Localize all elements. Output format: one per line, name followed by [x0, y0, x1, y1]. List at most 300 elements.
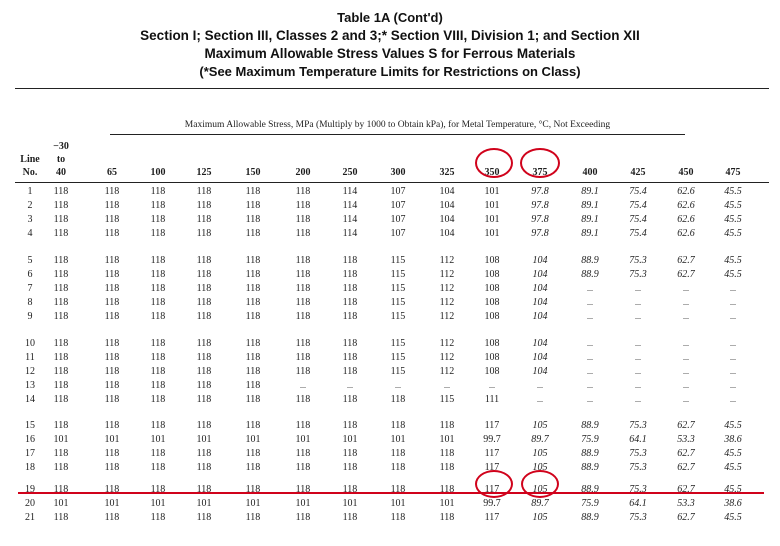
table-cell: ... [730, 284, 736, 293]
table-cell: 45.5 [724, 484, 742, 495]
table-cell: 118 [53, 484, 69, 495]
table-cell: 118 [295, 366, 311, 377]
table-cell: 62.7 [677, 269, 695, 280]
table-cell: 118 [53, 186, 69, 197]
table-cell: 118 [104, 283, 120, 294]
table-cell: 118 [245, 200, 261, 211]
table-cell: 118 [104, 186, 120, 197]
table-cell: 117 [484, 420, 500, 431]
table-cell: 118 [390, 512, 406, 523]
table-cell: 118 [390, 484, 406, 495]
table-cell: 107 [390, 228, 406, 239]
table-cell: 104 [532, 269, 548, 280]
table-cell: 108 [484, 297, 500, 308]
table-cell: 118 [295, 420, 311, 431]
table-cell: 118 [53, 420, 69, 431]
stress-span-header: Maximum Allowable Stress, MPa (Multiply by 1000 to Obtain kPa), for Metal Temperature, °C, Not Exceeding [110, 120, 685, 135]
table-cell: 118 [150, 366, 166, 377]
table-cell: 118 [342, 448, 358, 459]
table-cell: 115 [390, 255, 406, 266]
table-cell: 118 [439, 462, 455, 473]
row-line-number: 8 [27, 297, 33, 308]
table-cell: 64.1 [629, 434, 647, 445]
table-cell: 108 [484, 283, 500, 294]
table-cell: 118 [150, 228, 166, 239]
table-cell: 101 [245, 434, 261, 445]
table-cell: 118 [53, 311, 69, 322]
table-cell: 118 [150, 200, 166, 211]
table-cell: 75.9 [581, 498, 599, 509]
table-cell: 118 [245, 269, 261, 280]
table-cell: 112 [439, 255, 455, 266]
table-cell: 101 [439, 498, 455, 509]
table-cell: 107 [390, 186, 406, 197]
table-cell: 105 [532, 512, 548, 523]
table-cell: 114 [342, 200, 358, 211]
table-cell: 99.7 [483, 434, 501, 445]
table-cell: 89.1 [581, 228, 599, 239]
table-cell: 62.7 [677, 448, 695, 459]
header-first-col-low: −30 [53, 141, 69, 152]
table-cell: 104 [532, 311, 548, 322]
table-cell: 118 [342, 394, 358, 405]
row-line-number: 5 [27, 255, 33, 266]
table-cell: 104 [532, 297, 548, 308]
row-line-number: 7 [27, 283, 33, 294]
table-cell: 118 [196, 352, 212, 363]
table-cell: 118 [150, 420, 166, 431]
header-temp-150: 150 [245, 167, 261, 178]
table-cell: 101 [104, 498, 120, 509]
table-cell: 118 [439, 448, 455, 459]
table-cell: 45.5 [724, 186, 742, 197]
table-cell: 118 [295, 186, 311, 197]
table-cell: ... [635, 284, 641, 293]
table-cell: ... [587, 353, 593, 362]
table-cell: 89.1 [581, 200, 599, 211]
table-cell: 89.1 [581, 214, 599, 225]
table-cell: 104 [439, 228, 455, 239]
table-cell: 45.5 [724, 200, 742, 211]
table-cell: 97.8 [531, 186, 549, 197]
table-cell: 118 [245, 512, 261, 523]
table-cell: 118 [53, 228, 69, 239]
table-cell: 45.5 [724, 462, 742, 473]
table-cell: 101 [484, 186, 500, 197]
table-cell: 118 [342, 283, 358, 294]
table-cell: 118 [196, 214, 212, 225]
table-cell: 118 [390, 420, 406, 431]
table-cell: 101 [342, 498, 358, 509]
table-cell: 118 [53, 255, 69, 266]
table-cell: 118 [196, 255, 212, 266]
table-cell: ... [587, 298, 593, 307]
circle-375-header [520, 148, 560, 178]
table-cell: 118 [53, 338, 69, 349]
table-cell: 118 [342, 338, 358, 349]
table-cell: 118 [150, 352, 166, 363]
table-cell: 108 [484, 366, 500, 377]
table-cell: 101 [104, 434, 120, 445]
table-cell: 114 [342, 186, 358, 197]
header-temp-450: 450 [678, 167, 694, 178]
table-cell: 107 [390, 214, 406, 225]
table-cell: 118 [245, 420, 261, 431]
table-cell: ... [587, 381, 593, 390]
row-line-number: 2 [27, 200, 33, 211]
row-line-number: 19 [25, 484, 35, 495]
table-cell: 64.1 [629, 498, 647, 509]
table-cell: 62.7 [677, 462, 695, 473]
table-cell: ... [730, 353, 736, 362]
table-cell: 118 [196, 420, 212, 431]
table-cell: 118 [196, 380, 212, 391]
table-cell: 118 [104, 484, 120, 495]
row-line-number: 11 [25, 352, 35, 363]
table-cell: 118 [245, 297, 261, 308]
header-temp-200: 200 [295, 167, 311, 178]
table-cell: ... [635, 312, 641, 321]
table-cell: 118 [53, 200, 69, 211]
table-cell: 104 [439, 186, 455, 197]
table-cell: 75.4 [629, 186, 647, 197]
header-temp-125: 125 [196, 167, 212, 178]
table-cell: 101 [390, 498, 406, 509]
row-line-number: 14 [25, 394, 35, 405]
table-cell: 118 [150, 214, 166, 225]
table-cell: 118 [53, 366, 69, 377]
table-cell: 118 [342, 484, 358, 495]
table-cell: 101 [484, 214, 500, 225]
table-cell: 108 [484, 338, 500, 349]
table-cell: 118 [295, 297, 311, 308]
table-cell: 118 [245, 214, 261, 225]
table-cell: 118 [53, 283, 69, 294]
table-cell: 114 [342, 228, 358, 239]
row-line-number: 1 [27, 186, 33, 197]
table-cell: 118 [439, 420, 455, 431]
header-line-label: Line [20, 154, 40, 165]
table-cell: 101 [295, 498, 311, 509]
table-cell: 118 [104, 200, 120, 211]
table-cell: 118 [196, 366, 212, 377]
table-cell: 118 [245, 338, 261, 349]
table-cell: ... [683, 395, 689, 404]
table-cell: 118 [53, 380, 69, 391]
table-cell: ... [730, 339, 736, 348]
table-cell: 118 [150, 297, 166, 308]
table-cell: 101 [196, 498, 212, 509]
table-cell: 118 [196, 186, 212, 197]
table-cell: 118 [53, 214, 69, 225]
table-cell: ... [347, 381, 353, 390]
table-cell: 101 [342, 434, 358, 445]
table-cell: 115 [390, 352, 406, 363]
table-cell: 112 [439, 283, 455, 294]
table-cell: 115 [390, 269, 406, 280]
header-temp-350: 350 [484, 167, 500, 178]
table-cell: 75.4 [629, 200, 647, 211]
table-cell: ... [730, 298, 736, 307]
table-cell: 62.7 [677, 420, 695, 431]
table-cell: 104 [532, 255, 548, 266]
table-cell: 117 [484, 484, 500, 495]
table-cell: 45.5 [724, 269, 742, 280]
table-cell: 118 [390, 448, 406, 459]
table-cell: 104 [532, 366, 548, 377]
table-cell: 62.7 [677, 512, 695, 523]
table-cell: 118 [245, 228, 261, 239]
table-cell: 88.9 [581, 269, 599, 280]
table-cell: 118 [342, 311, 358, 322]
row-line-number: 21 [25, 512, 35, 523]
table-cell: 108 [484, 352, 500, 363]
table-cell: 118 [53, 394, 69, 405]
header-rule [15, 182, 769, 183]
table-cell: 38.6 [724, 498, 742, 509]
table-cell: 118 [245, 352, 261, 363]
table-cell: ... [537, 395, 543, 404]
table-cell: 104 [532, 352, 548, 363]
table-cell: 62.7 [677, 484, 695, 495]
table-cell: 105 [532, 448, 548, 459]
table-cell: 118 [390, 394, 406, 405]
table-cell: ... [635, 395, 641, 404]
table-cell: 75.3 [629, 255, 647, 266]
table-cell: 108 [484, 311, 500, 322]
table-cell: 75.3 [629, 420, 647, 431]
table-cell: 53.3 [677, 434, 695, 445]
table-cell: 117 [484, 462, 500, 473]
table-cell: ... [730, 381, 736, 390]
table-cell: 88.9 [581, 420, 599, 431]
table-cell: 118 [150, 311, 166, 322]
table-cell: 118 [150, 338, 166, 349]
table-cell: ... [587, 367, 593, 376]
header-temp-65: 65 [107, 167, 117, 178]
table-cell: 118 [196, 311, 212, 322]
table-cell: ... [683, 381, 689, 390]
table-cell: 118 [53, 297, 69, 308]
table-cell: 118 [342, 269, 358, 280]
table-cell: 89.1 [581, 186, 599, 197]
table-cell: 118 [245, 462, 261, 473]
row-line-number: 3 [27, 214, 33, 225]
table-cell: 112 [439, 366, 455, 377]
table-cell: 118 [295, 228, 311, 239]
table-cell: 88.9 [581, 512, 599, 523]
table-cell: 118 [104, 311, 120, 322]
table-cell: 118 [196, 512, 212, 523]
table-cell: ... [683, 284, 689, 293]
table-cell: 118 [295, 214, 311, 225]
table-cell: 45.5 [724, 420, 742, 431]
table-cell: ... [683, 312, 689, 321]
table-cell: 118 [53, 448, 69, 459]
table-cell: 45.5 [724, 228, 742, 239]
table-cell: 115 [390, 366, 406, 377]
table-cell: 62.6 [677, 228, 695, 239]
table-cell: 118 [150, 186, 166, 197]
header-no-label: No. [22, 167, 38, 178]
table-cell: 118 [53, 462, 69, 473]
table-cell: 114 [342, 214, 358, 225]
table-cell: 107 [390, 200, 406, 211]
table-cell: 118 [342, 512, 358, 523]
table-cell: 101 [295, 434, 311, 445]
table-cell: 118 [295, 311, 311, 322]
table-cell: ... [489, 381, 495, 390]
table-description: Maximum Allowable Stress Values S for Ferrous Materials [204, 46, 576, 61]
table-cell: ... [683, 298, 689, 307]
table-cell: 45.5 [724, 255, 742, 266]
table-cell: 97.8 [531, 228, 549, 239]
table-cell: 118 [53, 512, 69, 523]
table-cell: 118 [390, 462, 406, 473]
table-cell: ... [635, 381, 641, 390]
table-cell: 118 [295, 462, 311, 473]
table-cell: 117 [484, 448, 500, 459]
table-cell: 108 [484, 255, 500, 266]
table-cell: 118 [245, 283, 261, 294]
table-cell: 118 [245, 394, 261, 405]
row-line-number: 15 [25, 420, 35, 431]
table-cell: 118 [196, 228, 212, 239]
table-cell: 101 [53, 434, 69, 445]
table-cell: 89.7 [531, 498, 549, 509]
table-cell: 118 [342, 297, 358, 308]
table-cell: 62.6 [677, 214, 695, 225]
table-cell: 118 [245, 186, 261, 197]
table-cell: 118 [196, 297, 212, 308]
table-cell: ... [587, 395, 593, 404]
table-cell: 89.7 [531, 434, 549, 445]
table-cell: 118 [196, 338, 212, 349]
table-cell: 75.3 [629, 462, 647, 473]
table-cell: 62.6 [677, 200, 695, 211]
row-line-number: 12 [25, 366, 35, 377]
table-cell: 38.6 [724, 434, 742, 445]
table-cell: 112 [439, 297, 455, 308]
table-cell: 88.9 [581, 255, 599, 266]
table-cell: 118 [104, 269, 120, 280]
table-cell: 53.3 [677, 498, 695, 509]
row-line-number: 13 [25, 380, 35, 391]
table-cell: 105 [532, 420, 548, 431]
table-cell: 118 [104, 228, 120, 239]
table-cell: 118 [295, 200, 311, 211]
table-cell: 97.8 [531, 200, 549, 211]
table-cell: ... [683, 339, 689, 348]
table-cell: 118 [196, 448, 212, 459]
header-first-col-to: to [56, 154, 66, 165]
table-cell: 118 [150, 255, 166, 266]
table-cell: 101 [53, 498, 69, 509]
table-cell: 75.4 [629, 228, 647, 239]
table-cell: 118 [104, 420, 120, 431]
table-cell: 118 [53, 269, 69, 280]
table-cell: 99.7 [483, 498, 501, 509]
row-line-number: 6 [27, 269, 33, 280]
table-cell: ... [587, 339, 593, 348]
table-cell: 104 [532, 283, 548, 294]
header-temp-425: 425 [630, 167, 646, 178]
table-cell: 88.9 [581, 448, 599, 459]
table-cell: 118 [150, 269, 166, 280]
table-cell: ... [635, 339, 641, 348]
row-line-number: 20 [25, 498, 35, 509]
table-cell: 101 [439, 434, 455, 445]
table-cell: 118 [342, 366, 358, 377]
header-temp-100: 100 [150, 167, 166, 178]
table-cell: 118 [342, 420, 358, 431]
table-cell: 118 [196, 200, 212, 211]
header-temp-400: 400 [582, 167, 598, 178]
table-cell: 62.6 [677, 186, 695, 197]
table-cell: 104 [532, 338, 548, 349]
table-cell: 45.5 [724, 214, 742, 225]
table-cell: 101 [150, 498, 166, 509]
table-cell: 118 [150, 448, 166, 459]
table-cell: 118 [295, 255, 311, 266]
table-cell: 104 [439, 214, 455, 225]
table-cell: 112 [439, 269, 455, 280]
table-cell: 118 [53, 352, 69, 363]
table-cell: 118 [104, 214, 120, 225]
table-cell: 88.9 [581, 462, 599, 473]
table-cell: 118 [342, 352, 358, 363]
header-temp-475: 475 [725, 167, 741, 178]
table-cell: 62.7 [677, 255, 695, 266]
table-cell: 118 [245, 380, 261, 391]
table-cell: 118 [245, 484, 261, 495]
table-cell: 75.4 [629, 214, 647, 225]
table-cell: 118 [104, 380, 120, 391]
table-cell: 118 [342, 255, 358, 266]
table-cell: ... [730, 395, 736, 404]
table-cell: 117 [484, 512, 500, 523]
table-cell: 118 [196, 394, 212, 405]
table-cell: 118 [196, 283, 212, 294]
row-line-number: 17 [25, 448, 35, 459]
table-cell: 118 [196, 462, 212, 473]
circle-350-header [475, 148, 513, 178]
table-cell: 118 [104, 255, 120, 266]
table-cell: ... [730, 312, 736, 321]
row-line-number: 9 [27, 311, 33, 322]
header-temp-250: 250 [342, 167, 358, 178]
table-cell: 75.3 [629, 448, 647, 459]
row-line-number: 10 [25, 338, 35, 349]
table-cell: 118 [104, 462, 120, 473]
table-cell: 118 [295, 338, 311, 349]
table-cell: 112 [439, 311, 455, 322]
table-cell: 101 [196, 434, 212, 445]
table-cell: 97.8 [531, 214, 549, 225]
table-title: Table 1A (Cont'd) [337, 10, 443, 25]
table-cell: 108 [484, 269, 500, 280]
table-cell: 88.9 [581, 484, 599, 495]
table-cell: 118 [295, 352, 311, 363]
table-cell: 118 [245, 311, 261, 322]
table-cell: 115 [439, 394, 455, 405]
table-cell: 115 [390, 311, 406, 322]
table-cell: 118 [439, 484, 455, 495]
table-cell: 118 [245, 448, 261, 459]
table-cell: 118 [150, 380, 166, 391]
table-cell: ... [395, 381, 401, 390]
table-cell: 118 [104, 338, 120, 349]
